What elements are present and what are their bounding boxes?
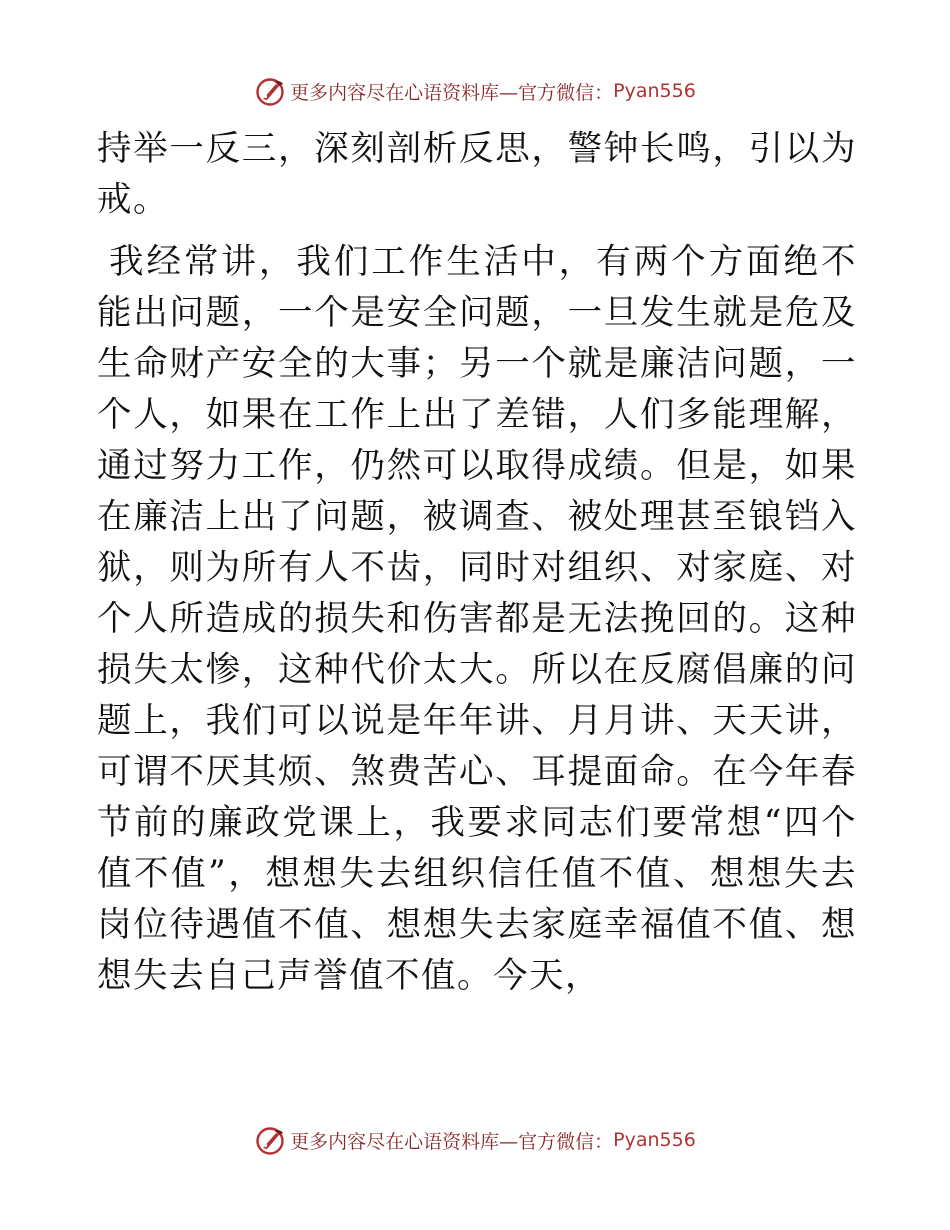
footer-wechat-id: Pyan556	[613, 1129, 696, 1151]
header-banner	[0, 71, 950, 111]
quill-logo-icon	[254, 1124, 286, 1156]
document-body	[97, 124, 857, 1002]
header-banner-text: 更多内容尽在心语资料库—官方微信：	[290, 81, 614, 104]
footer-banner	[0, 1120, 950, 1160]
footer-banner-text: 更多内容尽在心语资料库—官方微信：	[290, 1130, 614, 1153]
paragraph-1: 持举一反三，深刻剖析反思，警钟长鸣，引以为戒。	[97, 129, 857, 220]
header-wechat-id: Pyan556	[613, 80, 696, 102]
quill-logo-icon	[254, 75, 286, 107]
paragraph-2: 我经常讲，我们工作生活中，有两个方面绝不能出问题，一个是安全问题，一旦发生就是危及生命财产安全的大事；另一个就是廉洁问题，一个人，如果在工作上出了差错，人们多能理解，通过努力工作，仍然可以取得成绩。但是，如果在廉洁上出了问题，被调查、被处理甚至锒铛入狱，则为所有人不齿，同时对组织、对家庭、对个人所造成的损失和伤害都是无法挽回的。这种损失太惨，这种代价太大。所以在反腐倡廉的问题上，我们可以说是年年讲、月月讲、天天讲，可谓不厌其烦、煞费苦心、耳提面命。在今年春节前的廉政党课上，我要求同志们要常想“四个值不值”，想想失去组织信任值不值、想想失去岗位待遇值不值、想想失去家庭幸福值不值、想想失去自己声誉值不值。今天，	[97, 242, 857, 996]
